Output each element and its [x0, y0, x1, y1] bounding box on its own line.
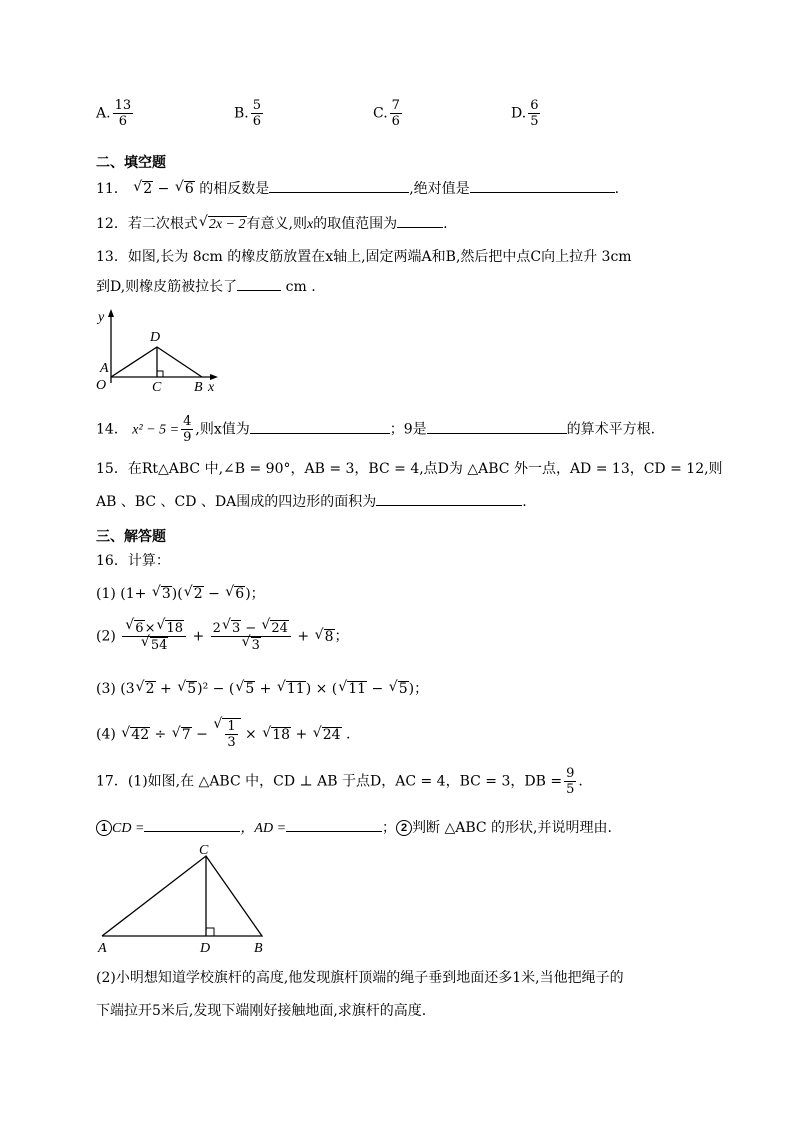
label-C: C	[152, 380, 162, 395]
question-12: 12．若二次根式√ 2x − 2有意义,则x的取值范围为 .	[96, 213, 448, 233]
question-17-part1: 17．(1)如图,在 △ABC 中，CD ⊥ AB 于点D，AC = 4，BC = 3，DB = $\frac{9}{5}$ .	[96, 766, 583, 797]
question-14: 14． x² − 5 = $\frac{4}{9}$ ,则x值为 ；9是 的算术平方根.	[96, 414, 656, 445]
label-A: A	[98, 941, 107, 956]
figure-13	[92, 305, 232, 395]
question-13-line2: 到D,则橡皮筋被拉长了 cm .	[96, 279, 316, 295]
choice-b: B. $\frac{5}{6}$	[234, 98, 262, 129]
label-B: B	[194, 380, 203, 395]
question-17-part2-line1: (2)小明想知道学校旗杆的高度,他发现旗杆顶端的绳子垂到地面还多1米,当他把绳子的	[96, 970, 624, 986]
question-16: 16．计算：	[96, 553, 170, 569]
question-15-line1: 15．在Rt△ABC 中,∠B = 90°，AB = 3，BC = 4,点D为 △ABC 外一点，AD = 13，CD = 12,则	[96, 461, 723, 477]
question-17-part2-line2: 下端拉开5米后,发现下端刚好接触地面,求旗杆的高度.	[96, 1003, 427, 1019]
label-O: O	[96, 378, 107, 393]
label-A: A	[100, 361, 109, 376]
figure-17	[96, 842, 276, 957]
choice-a: A. $\frac{13}{6}$	[96, 98, 132, 129]
label-B: B	[254, 941, 263, 956]
choice-c: C. $\frac{7}{6}$	[373, 98, 400, 129]
q16-part-4: (4) √ 42 ÷ √ 7 − √ $\frac{1}{3}$ × √ 18 + √ 24 .	[96, 718, 350, 750]
label-x: x	[208, 380, 215, 395]
choice-d: D. $\frac{6}{5}$	[511, 98, 539, 129]
label-D: D	[200, 941, 211, 956]
section-heading-fill: 二、填空题	[96, 155, 166, 171]
section-heading-answer: 三、解答题	[96, 529, 166, 545]
label-C: C	[199, 843, 209, 858]
label-y: y	[98, 310, 105, 325]
q16-part-1: (1) (1+ √ 3)(√ 2 − √ 6)；	[96, 583, 265, 603]
question-15-line2: AB 、BC 、CD 、DA围成的四边形的面积为 .	[96, 494, 527, 510]
question-13-line1: 13．如图,长为 8cm 的橡皮筋放置在x轴上,固定两端A和B,然后把中点C向上拉升 3cm	[96, 249, 632, 265]
question-17-blanks: 1 CD = ，AD = ； 2 判断 △ABC 的形状,并说明理由.	[96, 817, 612, 837]
label-D: D	[150, 330, 161, 345]
q16-part-3: (3) (3√ 2 + √ 5)² − (√ 5 + √ 11) × (√ 11 − √ 5)；	[96, 678, 428, 698]
q16-part-2: (2) √ 6×√ 18 √ 54 + 2√ 3 − √ 24 √ 3 + √ 8；	[96, 620, 349, 653]
question-11: 11． √ 2 − √ 6 的相反数是 ,绝对值是 .	[96, 178, 619, 198]
